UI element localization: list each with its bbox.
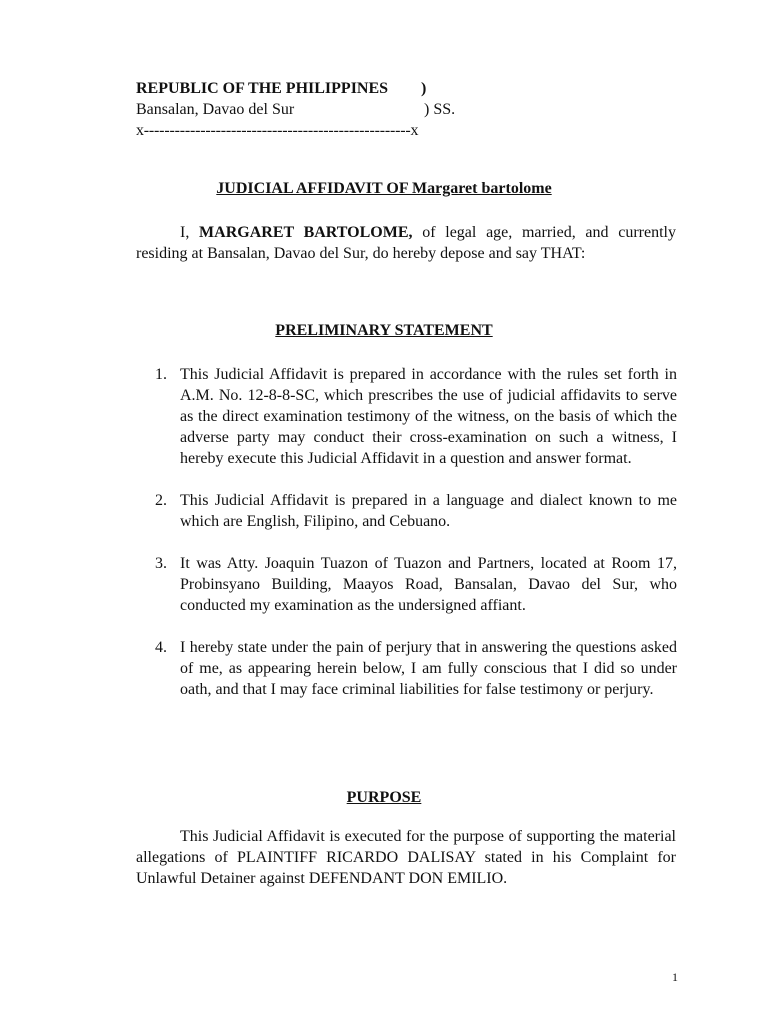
- caption-bracket: ): [421, 80, 427, 97]
- list-item-number: 1.: [155, 366, 167, 383]
- list-item-number: 4.: [155, 639, 167, 656]
- caption-republic: REPUBLIC OF THE PHILIPPINES: [136, 80, 389, 97]
- list-item-text: It was Atty. Joaquin Tuazon of Tuazon and Partners, located at Room 17, Probinsyano Building, Maayos Road, Bansalan, Davao del Sur, who conducted my examination as the undersigned affiant.: [180, 555, 677, 614]
- intro-rest: of legal age, married, and currently residing at Bansalan, Davao del Sur, do hereby depose and say THAT:: [136, 224, 676, 262]
- caption-line-2: [136, 99, 456, 120]
- list-item: [155, 553, 677, 616]
- caption-line-1: [136, 78, 427, 99]
- document-title: JUDICIAL AFFIDAVIT OF Margaret bartolome: [216, 180, 552, 197]
- purpose-heading: PURPOSE: [346, 789, 422, 806]
- affiant-name: MARGARET BARTOLOME,: [199, 224, 413, 241]
- list-item-text: I hereby state under the pain of perjury that in answering the questions asked of me, as appearing herein below, I am fully conscious that I did so under oath, and that I may face criminal liabilities for false testimony or perjury.: [180, 639, 677, 698]
- list-item-number: 2.: [155, 492, 167, 509]
- list-item-text: This Judicial Affidavit is prepared in accordance with the rules set forth in A.M. No. 12-8-8-SC, which prescribes the use of judicial affidavits to serve as the direct examination testimony of the witness, on the basis of which the adverse party may conduct their cross-examination on such a witness, I hereby execute this Judicial Affidavit in a question and answer format.: [180, 366, 677, 467]
- list-item: [155, 364, 677, 469]
- intro-paragraph: [136, 222, 676, 264]
- case-caption: [136, 78, 456, 141]
- list-item-number: 3.: [155, 555, 167, 572]
- list-item: [155, 637, 677, 700]
- caption-separator: x----------------------------------------------------x: [136, 122, 419, 139]
- preliminary-heading: PRELIMINARY STATEMENT: [275, 322, 493, 339]
- caption-ss: ) SS.: [424, 101, 456, 118]
- preliminary-list: [155, 364, 677, 721]
- page-number: 1: [672, 970, 678, 984]
- caption-venue: Bansalan, Davao del Sur: [136, 101, 295, 118]
- list-item-text: This Judicial Affidavit is prepared in a language and dialect known to me which are English, Filipino, and Cebuano.: [180, 492, 677, 530]
- intro-prefix: I,: [180, 224, 200, 241]
- purpose-paragraph: This Judicial Affidavit is executed for the purpose of supporting the material allegations of PLAINTIFF RICARDO DALISAY stated in his Complaint for Unlawful Detainer against DEFENDANT DON EMILIO.: [136, 828, 676, 887]
- list-item: [155, 490, 677, 532]
